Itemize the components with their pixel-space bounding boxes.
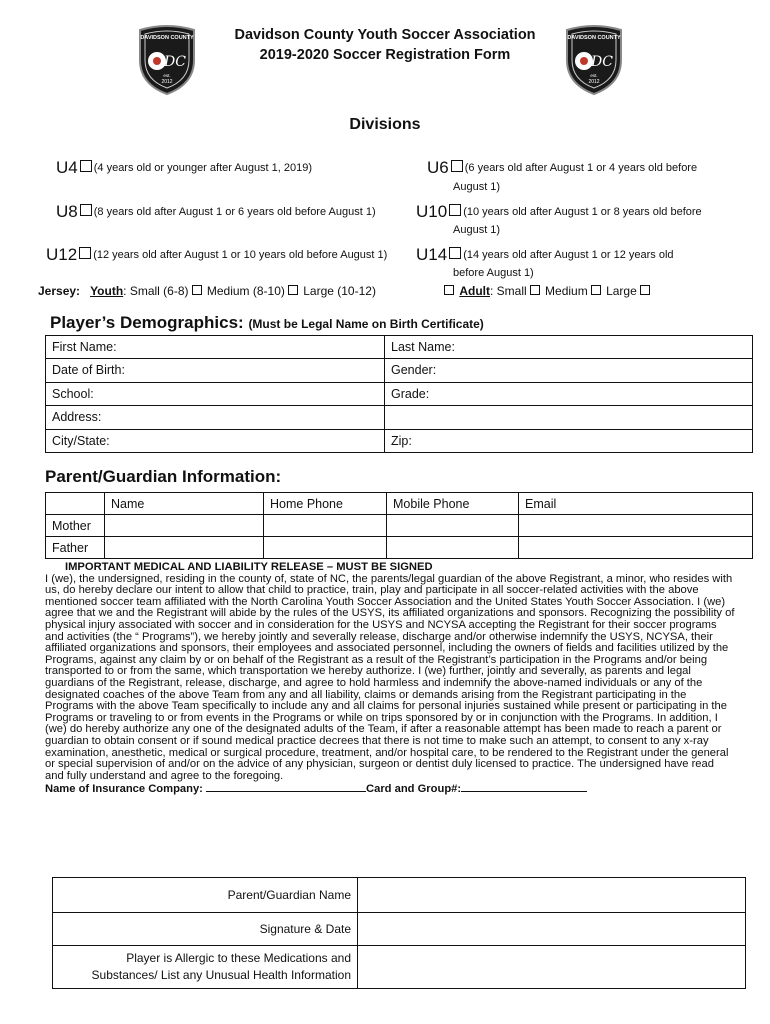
u8-checkbox[interactable]	[80, 204, 92, 216]
guardian-row	[46, 537, 753, 559]
sig-label-name: Parent/Guardian Name	[53, 878, 358, 913]
guardian-header-cell: Email	[519, 493, 753, 515]
demographics-row	[46, 406, 753, 430]
release-heading: IMPORTANT MEDICAL AND LIABILITY RELEASE – MUST BE SIGNED	[65, 561, 433, 573]
u6-checkbox[interactable]	[451, 160, 463, 172]
u10-checkbox[interactable]	[449, 204, 461, 216]
adult-checkbox[interactable]	[444, 285, 454, 295]
demographics-table	[45, 335, 753, 453]
guardian-header-cell	[46, 493, 105, 515]
svg-text:DC: DC	[591, 54, 613, 70]
u12-checkbox[interactable]	[79, 247, 91, 259]
header-line-2: 2019-2020 Soccer Registration Form	[259, 47, 511, 63]
adult-large-checkbox[interactable]	[640, 285, 650, 295]
insurance-line: Name of Insurance Company: Card and Group#:	[45, 782, 735, 796]
u6-desc-cont: August 1)	[453, 181, 501, 193]
guardian-field[interactable]	[105, 537, 264, 559]
jersey-adult: Adult: Small Medium Large	[444, 284, 652, 298]
sig-label-signature: Signature & Date	[53, 913, 358, 946]
demographics-row	[46, 382, 753, 406]
adult-medium-checkbox[interactable]	[591, 285, 601, 295]
demographics-row	[46, 429, 753, 453]
guardian-title: Parent/Guardian Information:	[45, 467, 282, 486]
liability-release	[45, 562, 735, 796]
logo-left	[136, 24, 198, 96]
card-group-field[interactable]	[461, 782, 587, 792]
sig-field-allergy[interactable]	[358, 946, 746, 989]
division-u6: U6 (6 years old after August 1 or 4 years old before	[427, 158, 698, 177]
guardian-field[interactable]	[264, 537, 387, 559]
guardian-header-row	[46, 493, 753, 515]
demographics-field-right[interactable]: Zip:	[385, 429, 753, 453]
svg-text:est.: est.	[163, 73, 171, 78]
u4-checkbox[interactable]	[80, 160, 92, 172]
demographics-field-right[interactable]: Grade:	[385, 382, 753, 406]
division-u14: U14 (14 years old after August 1 or 12 years old	[416, 245, 674, 264]
demographics-field-left[interactable]: Date of Birth:	[46, 359, 385, 383]
youth-small-checkbox[interactable]	[192, 285, 202, 295]
division-u10: U10 (10 years old after August 1 or 8 years old before	[416, 202, 702, 221]
division-u8: U8 (8 years old after August 1 or 6 years old before August 1)	[56, 202, 376, 221]
guardian-field[interactable]	[519, 537, 753, 559]
jersey-youth: Jersey: Youth: Small (6-8) Medium (8-10) Large (10-12)	[38, 284, 376, 298]
youth-medium-checkbox[interactable]	[288, 285, 298, 295]
demographics-note: (Must be Legal Name on Birth Certificate)	[248, 317, 484, 331]
guardian-header-cell: Home Phone	[264, 493, 387, 515]
guardian-header-cell: Name	[105, 493, 264, 515]
sig-field-signature[interactable]	[358, 913, 746, 946]
insurance-field[interactable]	[206, 782, 366, 792]
guardian-field[interactable]	[519, 515, 753, 537]
svg-text:2012: 2012	[588, 79, 600, 85]
demographics-field-right[interactable]: Last Name:	[385, 336, 753, 359]
guardian-field[interactable]	[264, 515, 387, 537]
demographics-title: Player’s Demographics: (Must be Legal Name on Birth Certificate)	[50, 313, 484, 332]
guardian-row	[46, 515, 753, 537]
division-u12: U12 (12 years old after August 1 or 10 years old before August 1)	[46, 245, 388, 264]
adult-small-checkbox[interactable]	[530, 285, 540, 295]
u14-checkbox[interactable]	[449, 247, 461, 259]
signature-table	[52, 877, 746, 989]
u14-desc-cont: before August 1)	[453, 267, 534, 279]
release-body: I (we), the undersigned, residing in the county of, state of NC, the parents/legal guardian of the above Registrant, a minor, who resides with us, do hereby declare our intent to allow that child to practice, train, play and participate in all soccer-related activities with the above mentioned soccer team affiliated with the North Carolina Youth Soccer Association and the United States Youth Soccer Association. I (we) agree that we and the Registrant will abide by the rules of the USYS, its affiliated organizations and sponsors. Recognizing the possibility of physical injury associated with soccer and in consideration for the USYS and NCYSA accepting the Registrant for their soccer programs and activities (the “ Programs”), we hereby jointly and severally release, discharge and/or otherwise indemnify the USYS, NCYSA, their affiliated organizations and sponsors, their employees and associated personnel, including the owners of fields and facilities utilized by the Programs, against any claim by or on behalf of the Registrant as a result of the Registrant’s participation in the Programs and/or being transported to or from the same, which transportation we hereby authorize. I (we) further, jointly and severally, as parents and legal guardians of the Registrant, release, discharge, and agree to hold harmless and indemnify the above-named individuals or any of the designated coaches of the above Team from any and all liability, claims or demands arising from the Registrant participating in the Programs with the above Team specifically to include any and all claims for personal injuries sustained while present or participating in the Programs or traveling to or from events in the Programs or while on trips sponsored by or in conjunction with the Programs. In addition, I (we) do hereby authorize any one of the designated adults of the Team, if after a reasonable attempt has been made to reach a parent or guardian to obtain consent or if sound medical practice decrees that there is not time to make such an attempt, to consent to any x-ray examination, anesthetic, medical or surgical procedure, treatment, and/or hospital care, to be rendered to the Registrant under the general or special supervision of and/or on the advice of any physician, surgeon or dentist duly licensed to practice. The undersigned have read and fully understand and agree to the foregoing.	[45, 572, 735, 782]
sig-label-allergy: Player is Allergic to these Medications and Substances/ List any Unusual Health Information	[53, 946, 358, 989]
guardian-row-label: Father	[46, 537, 105, 559]
demographics-field-right[interactable]	[385, 406, 753, 430]
svg-text:est.: est.	[590, 73, 598, 78]
demographics-field-left[interactable]: First Name:	[46, 336, 385, 359]
guardian-table	[45, 492, 753, 559]
svg-text:2012: 2012	[161, 79, 173, 85]
svg-text:DAVIDSON COUNTY: DAVIDSON COUNTY	[567, 35, 621, 41]
demographics-field-left[interactable]: School:	[46, 382, 385, 406]
division-u4: U4 (4 years old or younger after August 1, 2019)	[56, 158, 313, 177]
u10-desc-cont: August 1)	[453, 224, 501, 236]
demographics-field-right[interactable]: Gender:	[385, 359, 753, 383]
guardian-field[interactable]	[387, 537, 519, 559]
demographics-row	[46, 336, 753, 359]
header-line-1: Davidson County Youth Soccer Association	[234, 27, 536, 43]
svg-text:DAVIDSON COUNTY: DAVIDSON COUNTY	[140, 35, 194, 41]
guardian-field[interactable]	[387, 515, 519, 537]
guardian-row-label: Mother	[46, 515, 105, 537]
divisions-title: Divisions	[349, 116, 421, 133]
sig-field-name[interactable]	[358, 878, 746, 913]
guardian-header-cell: Mobile Phone	[387, 493, 519, 515]
logo-right	[563, 24, 625, 96]
svg-text:DC: DC	[164, 54, 186, 70]
guardian-field[interactable]	[105, 515, 264, 537]
demographics-row	[46, 359, 753, 383]
demographics-field-left[interactable]: Address:	[46, 406, 385, 430]
demographics-field-left[interactable]: City/State:	[46, 429, 385, 453]
